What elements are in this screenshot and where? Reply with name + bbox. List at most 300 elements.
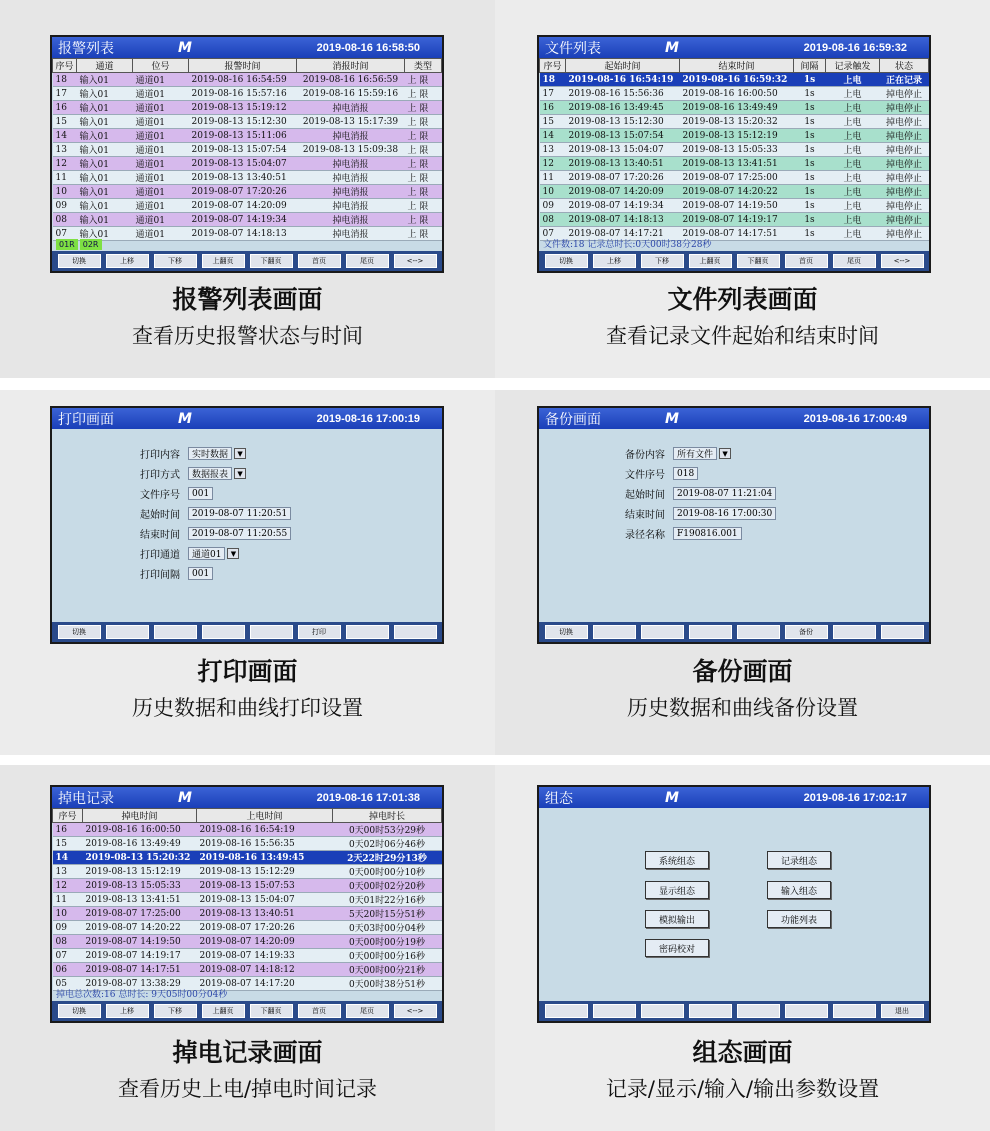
table-cell: 2019-08-07 14:19:33 — [197, 949, 333, 963]
brand-logo-icon: M — [178, 39, 190, 56]
table-cell: 掉电停止 — [880, 199, 929, 213]
table-cell: 0天01时22分16秒 — [333, 893, 442, 907]
table-cell: 2019-08-07 14:17:21 — [566, 227, 680, 241]
button-bar — [52, 1001, 442, 1021]
table-cell: 上 限 — [405, 73, 442, 87]
table-cell: 14 — [53, 129, 77, 143]
blank-button[interactable] — [545, 1004, 588, 1018]
table-cell: 通道01 — [133, 199, 189, 213]
last-page-button[interactable]: 尾页 — [346, 254, 389, 268]
table-cell: 16 — [53, 101, 77, 115]
blank-button[interactable] — [346, 625, 389, 639]
form-row — [625, 486, 776, 501]
datetime: 2019-08-16 17:01:38 — [316, 791, 420, 804]
input-config-button[interactable]: 输入组态 — [767, 881, 831, 899]
table-row[interactable] — [53, 907, 442, 921]
screen-title: 备份画面 — [545, 411, 601, 428]
table-cell: 上电 — [826, 213, 880, 227]
table-cell: 掉电停止 — [880, 185, 929, 199]
alarm-screen — [50, 35, 444, 273]
table-cell: 2019-08-16 15:59:16 — [297, 87, 405, 101]
table-cell: 0天03时00分04秒 — [333, 921, 442, 935]
switch-button[interactable]: 切换 — [58, 254, 101, 268]
table-cell: 2019-08-07 13:38:29 — [83, 977, 197, 991]
column-header: 序号 — [53, 809, 83, 823]
panel-subcaption: 查看历史报警状态与时间 — [132, 324, 363, 348]
panel-subcaption: 记录/显示/输入/输出参数设置 — [605, 1077, 880, 1101]
table-cell: 09 — [53, 199, 77, 213]
channel-chip[interactable]: 02R — [80, 239, 102, 250]
table-cell: 18 — [53, 73, 77, 87]
panel-caption: 文件列表画面 — [667, 285, 818, 314]
table-cell: 2019-08-07 14:17:20 — [197, 977, 333, 991]
blank-button[interactable] — [881, 625, 924, 639]
blank-button[interactable] — [785, 1004, 828, 1018]
table-cell: 2019-08-13 15:20:32 — [83, 851, 197, 865]
table-cell: 上 限 — [405, 129, 442, 143]
dropdown-arrow-icon[interactable]: ▼ — [234, 448, 246, 459]
table-cell: 2019-08-07 14:18:13 — [189, 227, 297, 241]
button-bar — [539, 1001, 929, 1021]
blank-button[interactable] — [154, 625, 197, 639]
table-cell: 输入01 — [77, 213, 133, 227]
swap-button[interactable]: <--> — [394, 254, 437, 268]
select-field[interactable]: 通道01 — [188, 547, 225, 560]
table-cell: 1s — [794, 199, 826, 213]
table-cell: 1s — [794, 87, 826, 101]
page-up-button[interactable]: 上翻页 — [202, 1004, 245, 1018]
table-cell: 掉电停止 — [880, 115, 929, 129]
table-cell: 输入01 — [77, 143, 133, 157]
panel-caption: 报警列表画面 — [172, 285, 323, 314]
table-cell: 17 — [53, 87, 77, 101]
table-cell: 2019-08-16 13:49:49 — [83, 837, 197, 851]
table-cell: 掉电停止 — [880, 171, 929, 185]
switch-button[interactable]: 切换 — [58, 625, 101, 639]
table-row[interactable] — [53, 157, 442, 171]
system-config-button[interactable]: 系统组态 — [645, 851, 709, 869]
table-cell: 5天20时15分51秒 — [333, 907, 442, 921]
column-header: 掉电时间 — [83, 809, 197, 823]
backup-form — [625, 446, 885, 566]
table-cell: 10 — [53, 907, 83, 921]
table-row[interactable] — [53, 185, 442, 199]
switch-button[interactable]: 切换 — [545, 625, 588, 639]
table-row[interactable] — [540, 73, 929, 87]
blank-button[interactable] — [641, 1004, 684, 1018]
table-row[interactable] — [53, 101, 442, 115]
table-cell: 14 — [540, 129, 566, 143]
table-cell: 上 限 — [405, 115, 442, 129]
table-cell: 通道01 — [133, 143, 189, 157]
table-cell: 上电 — [826, 87, 880, 101]
column-header: 消报时间 — [297, 59, 405, 73]
channel-chip[interactable]: 01R — [56, 239, 78, 250]
screen-title: 报警列表 — [58, 40, 114, 57]
analog-output-button[interactable]: 模拟输出 — [645, 910, 709, 928]
column-header: 间隔 — [794, 59, 826, 73]
form-row — [140, 486, 213, 501]
table-cell: 2019-08-07 14:19:17 — [83, 949, 197, 963]
page-up-button[interactable]: 上翻页 — [202, 254, 245, 268]
field-label: 打印方式 — [140, 470, 180, 481]
table-row[interactable] — [540, 199, 929, 213]
page-down-button[interactable]: 下翻页 — [250, 254, 293, 268]
blank-button[interactable] — [250, 625, 293, 639]
table-cell: 掉电停止 — [880, 87, 929, 101]
table-cell: 2019-08-13 13:41:51 — [83, 893, 197, 907]
field-label: 起始时间 — [625, 490, 665, 501]
blank-button[interactable] — [106, 625, 149, 639]
table-row[interactable] — [53, 115, 442, 129]
field-label: 打印通道 — [140, 550, 180, 561]
table-cell: 2019-08-13 15:07:53 — [197, 879, 333, 893]
table-cell: 2019-08-07 14:19:17 — [680, 213, 794, 227]
datetime: 2019-08-16 16:58:50 — [316, 41, 420, 54]
table-row[interactable] — [540, 129, 929, 143]
panel-caption: 掉电记录画面 — [172, 1038, 323, 1067]
page-down-button[interactable]: 下翻页 — [250, 1004, 293, 1018]
input-field[interactable]: 2019-08-07 11:20:55 — [188, 527, 291, 540]
brand-logo-icon: M — [178, 789, 190, 806]
table-row[interactable] — [53, 143, 442, 157]
table-cell: 上电 — [826, 227, 880, 241]
move-up-button[interactable]: 上移 — [106, 1004, 149, 1018]
input-field[interactable]: 001 — [188, 487, 213, 500]
table-cell: 15 — [540, 115, 566, 129]
table-cell: 10 — [540, 185, 566, 199]
blank-button[interactable] — [641, 625, 684, 639]
dropdown-arrow-icon[interactable]: ▼ — [719, 448, 731, 459]
table-cell: 2019-08-13 15:11:06 — [189, 129, 297, 143]
alarm-panel — [0, 0, 495, 378]
table-cell: 2019-08-16 16:00:50 — [680, 87, 794, 101]
table-row[interactable] — [540, 213, 929, 227]
form-row — [140, 566, 213, 581]
table-cell: 输入01 — [77, 87, 133, 101]
field-label: 打印内容 — [140, 450, 180, 461]
table-cell: 输入01 — [77, 101, 133, 115]
table-cell: 15 — [53, 837, 83, 851]
alarm-table — [52, 58, 442, 241]
move-down-button[interactable]: 下移 — [154, 1004, 197, 1018]
backup-button[interactable]: 备份 — [785, 625, 828, 639]
table-cell: 11 — [53, 893, 83, 907]
table-cell: 掉电停止 — [880, 143, 929, 157]
column-header: 上电时间 — [197, 809, 333, 823]
table-row[interactable] — [53, 199, 442, 213]
table-cell: 通道01 — [133, 227, 189, 241]
table-row[interactable] — [53, 921, 442, 935]
column-header: 掉电时长 — [333, 809, 442, 823]
table-cell: 上电 — [826, 73, 880, 87]
select-field[interactable]: 实时数据 — [188, 447, 232, 460]
table-cell: 2019-08-16 16:59:32 — [680, 73, 794, 87]
table-cell: 通道01 — [133, 157, 189, 171]
table-cell: 上电 — [826, 185, 880, 199]
table-cell: 0天00时00分10秒 — [333, 865, 442, 879]
button-bar — [52, 251, 442, 271]
table-cell: 输入01 — [77, 185, 133, 199]
table-row[interactable] — [540, 87, 929, 101]
table-cell: 15 — [53, 115, 77, 129]
files-panel — [495, 0, 990, 378]
table-cell: 0天00时00分21秒 — [333, 963, 442, 977]
channel-chips — [56, 239, 102, 250]
table-cell: 掉电消报 — [297, 227, 405, 241]
print-form — [140, 446, 400, 596]
field-label: 结束时间 — [140, 530, 180, 541]
table-cell: 输入01 — [77, 129, 133, 143]
table-cell: 2019-08-13 15:07:54 — [566, 129, 680, 143]
input-field[interactable]: 2019-08-07 11:20:51 — [188, 507, 291, 520]
form-row — [625, 466, 698, 481]
table-cell: 掉电停止 — [880, 129, 929, 143]
table-row[interactable] — [53, 73, 442, 87]
table-cell: 1s — [794, 73, 826, 87]
table-row[interactable] — [540, 143, 929, 157]
display-config-button[interactable]: 显示组态 — [645, 881, 709, 899]
table-cell: 2019-08-13 15:17:39 — [297, 115, 405, 129]
move-up-button[interactable]: 上移 — [593, 254, 636, 268]
table-cell: 输入01 — [77, 227, 133, 241]
table-cell: 12 — [540, 157, 566, 171]
table-row[interactable] — [53, 865, 442, 879]
table-row[interactable] — [53, 129, 442, 143]
table-cell: 2019-08-13 13:40:51 — [197, 907, 333, 921]
table-cell: 07 — [53, 949, 83, 963]
table-cell: 2019-08-07 14:18:13 — [566, 213, 680, 227]
table-cell: 0天00时00分16秒 — [333, 949, 442, 963]
dropdown-arrow-icon[interactable]: ▼ — [234, 468, 246, 479]
table-cell: 1s — [794, 171, 826, 185]
switch-button[interactable]: 切换 — [58, 1004, 101, 1018]
table-cell: 2019-08-16 13:49:45 — [197, 851, 333, 865]
panel-caption: 备份画面 — [692, 657, 793, 686]
table-cell: 输入01 — [77, 115, 133, 129]
move-down-button[interactable]: 下移 — [154, 254, 197, 268]
table-cell: 16 — [53, 823, 83, 837]
table-cell: 通道01 — [133, 87, 189, 101]
exit-button[interactable]: 退出 — [881, 1004, 924, 1018]
table-cell: 上电 — [826, 199, 880, 213]
table-cell: 06 — [53, 963, 83, 977]
table-row[interactable] — [53, 87, 442, 101]
last-page-button[interactable]: 尾页 — [346, 1004, 389, 1018]
table-row[interactable] — [53, 837, 442, 851]
datetime: 2019-08-16 17:02:17 — [803, 791, 907, 804]
table-cell: 1s — [794, 157, 826, 171]
last-page-button[interactable]: 尾页 — [833, 254, 876, 268]
column-header: 记录触发 — [826, 59, 880, 73]
table-cell: 正在记录 — [880, 73, 929, 87]
table-cell: 上电 — [826, 101, 880, 115]
column-header: 位号 — [133, 59, 189, 73]
switch-button[interactable]: 切换 — [545, 254, 588, 268]
table-row[interactable] — [53, 171, 442, 185]
brand-logo-icon: M — [665, 39, 677, 56]
table-cell: 上 限 — [405, 185, 442, 199]
form-row — [625, 526, 742, 541]
screen-title: 文件列表 — [545, 40, 601, 57]
table-cell: 2019-08-13 15:04:07 — [189, 157, 297, 171]
table-cell: 2019-08-13 15:12:29 — [197, 865, 333, 879]
table-cell: 2019-08-13 15:07:54 — [189, 143, 297, 157]
table-cell: 上 限 — [405, 101, 442, 115]
table-cell: 08 — [53, 213, 77, 227]
input-field[interactable]: 018 — [673, 467, 698, 480]
select-field[interactable]: 数据报表 — [188, 467, 232, 480]
power-panel — [0, 765, 495, 1131]
table-cell: 2019-08-07 17:25:00 — [680, 171, 794, 185]
select-field[interactable]: 所有文件 — [673, 447, 717, 460]
table-row[interactable] — [53, 823, 442, 837]
table-row[interactable] — [53, 879, 442, 893]
field-label: 备份内容 — [625, 450, 665, 461]
table-cell: 2019-08-07 14:17:51 — [83, 963, 197, 977]
password-check-button[interactable]: 密码校对 — [645, 939, 709, 957]
first-page-button[interactable]: 首页 — [785, 254, 828, 268]
blank-button[interactable] — [593, 1004, 636, 1018]
input-field[interactable]: 001 — [188, 567, 213, 580]
table-cell: 输入01 — [77, 73, 133, 87]
page-up-button[interactable]: 上翻页 — [689, 254, 732, 268]
table-cell: 09 — [53, 921, 83, 935]
table-row[interactable] — [53, 851, 442, 865]
swap-button[interactable]: <--> — [394, 1004, 437, 1018]
print-screen — [50, 406, 444, 644]
input-field[interactable]: 2019-08-07 11:21:04 — [673, 487, 776, 500]
record-config-button[interactable]: 记录组态 — [767, 851, 831, 869]
table-cell: 掉电停止 — [880, 227, 929, 241]
column-header: 报警时间 — [189, 59, 297, 73]
screen-title: 打印画面 — [58, 411, 114, 428]
backup-panel — [495, 390, 990, 755]
field-label: 结束时间 — [625, 510, 665, 521]
table-cell: 1s — [794, 101, 826, 115]
first-page-button[interactable]: 首页 — [298, 1004, 341, 1018]
table-row[interactable] — [540, 115, 929, 129]
table-cell: 2019-08-16 13:49:49 — [680, 101, 794, 115]
table-cell: 2019-08-13 13:41:51 — [680, 157, 794, 171]
move-down-button[interactable]: 下移 — [641, 254, 684, 268]
blank-button[interactable] — [202, 625, 245, 639]
table-cell: 08 — [53, 935, 83, 949]
table-row[interactable] — [540, 157, 929, 171]
table-cell: 2019-08-13 15:12:19 — [680, 129, 794, 143]
function-list-button[interactable]: 功能列表 — [767, 910, 831, 928]
table-cell: 2019-08-13 13:40:51 — [566, 157, 680, 171]
table-cell: 2019-08-16 15:57:16 — [189, 87, 297, 101]
table-cell: 2019-08-07 14:19:50 — [680, 199, 794, 213]
table-cell: 08 — [540, 213, 566, 227]
table-cell: 07 — [540, 227, 566, 241]
table-cell: 掉电停止 — [880, 213, 929, 227]
blank-button[interactable] — [593, 625, 636, 639]
table-cell: 上 限 — [405, 157, 442, 171]
blank-button[interactable] — [394, 625, 437, 639]
table-cell: 2019-08-13 15:12:19 — [83, 865, 197, 879]
move-up-button[interactable]: 上移 — [106, 254, 149, 268]
table-row[interactable] — [540, 185, 929, 199]
input-field[interactable]: F190816.001 — [673, 527, 742, 540]
blank-button[interactable] — [689, 625, 732, 639]
table-cell: 上电 — [826, 143, 880, 157]
table-row[interactable] — [53, 893, 442, 907]
table-cell: 掉电停止 — [880, 101, 929, 115]
table-cell: 上 限 — [405, 87, 442, 101]
blank-button[interactable] — [689, 1004, 732, 1018]
blank-button[interactable] — [833, 625, 876, 639]
column-header: 状态 — [880, 59, 929, 73]
power-summary: 掉电总次数:16 总时长: 9天05时00分04秒 — [56, 990, 228, 1000]
first-page-button[interactable]: 首页 — [298, 254, 341, 268]
print-panel — [0, 390, 495, 755]
table-cell: 通道01 — [133, 129, 189, 143]
table-row[interactable] — [53, 227, 442, 241]
table-cell: 12 — [53, 157, 77, 171]
blank-button[interactable] — [737, 625, 780, 639]
table-cell: 0天02时06分46秒 — [333, 837, 442, 851]
datetime: 2019-08-16 17:00:49 — [803, 412, 907, 425]
form-row — [625, 446, 731, 461]
table-cell: 11 — [53, 171, 77, 185]
table-cell: 1s — [794, 213, 826, 227]
table-cell: 2019-08-13 15:12:30 — [189, 115, 297, 129]
table-cell: 通道01 — [133, 171, 189, 185]
config-panel — [495, 765, 990, 1131]
table-cell: 输入01 — [77, 157, 133, 171]
table-row[interactable] — [53, 963, 442, 977]
table-row[interactable] — [53, 213, 442, 227]
table-cell: 0天00时00分19秒 — [333, 935, 442, 949]
table-cell: 0天00时38分51秒 — [333, 977, 442, 991]
table-cell: 2019-08-07 17:20:26 — [197, 921, 333, 935]
table-cell: 输入01 — [77, 171, 133, 185]
column-header: 结束时间 — [680, 59, 794, 73]
table-cell: 2019-08-07 14:19:34 — [566, 199, 680, 213]
table-row[interactable] — [540, 171, 929, 185]
dropdown-arrow-icon[interactable]: ▼ — [227, 548, 239, 559]
table-cell: 09 — [540, 199, 566, 213]
table-cell: 通道01 — [133, 185, 189, 199]
form-row — [140, 526, 291, 541]
table-cell: 2019-08-13 13:40:51 — [189, 171, 297, 185]
table-cell: 13 — [540, 143, 566, 157]
table-row[interactable] — [53, 935, 442, 949]
page-down-button[interactable]: 下翻页 — [737, 254, 780, 268]
panel-caption: 打印画面 — [197, 657, 298, 686]
column-header: 通道 — [77, 59, 133, 73]
print-button[interactable]: 打印 — [298, 625, 341, 639]
brand-logo-icon: M — [178, 410, 190, 427]
table-row[interactable] — [540, 101, 929, 115]
input-field[interactable]: 2019-08-16 17:00:30 — [673, 507, 776, 520]
blank-button[interactable] — [737, 1004, 780, 1018]
table-cell: 2019-08-16 16:56:59 — [297, 73, 405, 87]
table-cell: 输入01 — [77, 199, 133, 213]
table-cell: 1s — [794, 227, 826, 241]
table-row[interactable] — [53, 949, 442, 963]
field-label: 文件序号 — [625, 470, 665, 481]
blank-button[interactable] — [833, 1004, 876, 1018]
table-cell: 2019-08-07 14:20:22 — [680, 185, 794, 199]
swap-button[interactable]: <--> — [881, 254, 924, 268]
table-cell: 2天22时29分13秒 — [333, 851, 442, 865]
table-cell: 2019-08-16 15:56:35 — [197, 837, 333, 851]
table-cell: 2019-08-07 14:19:34 — [189, 213, 297, 227]
table-cell: 2019-08-16 16:54:59 — [189, 73, 297, 87]
